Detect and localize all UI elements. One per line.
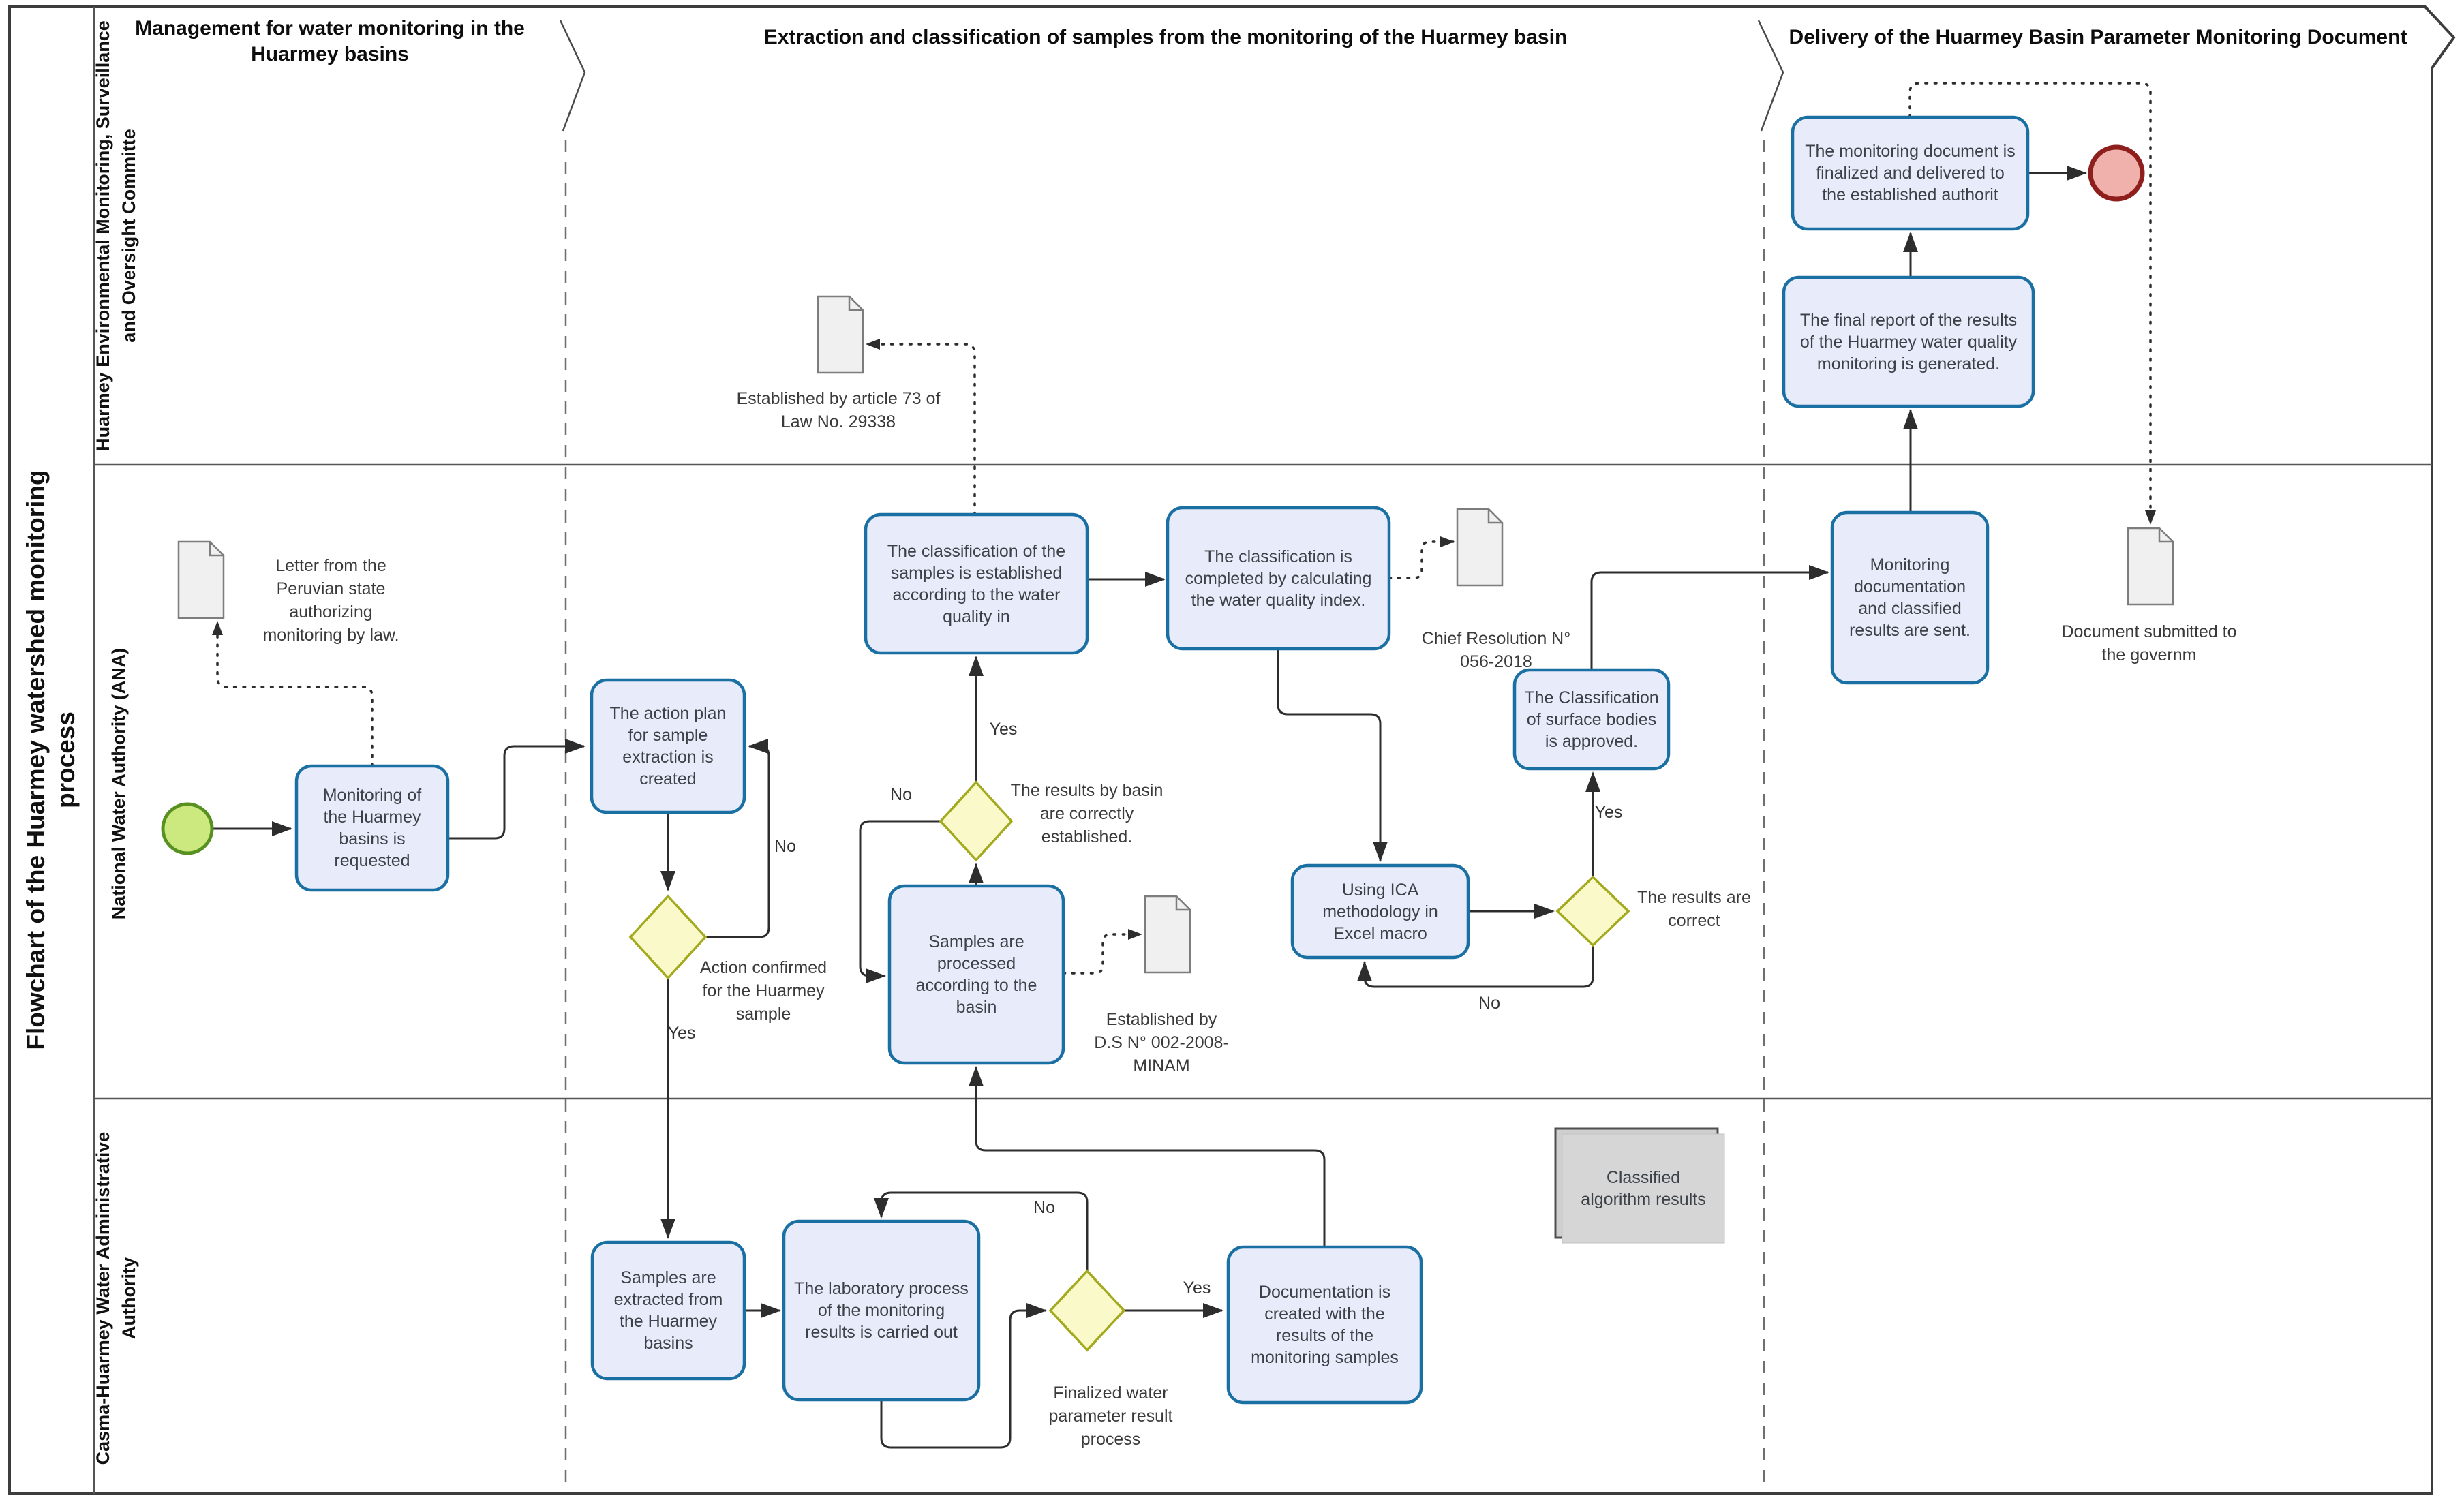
task-using-ica-text: Using ICA methodology in Excel macro [1322,880,1438,943]
phase-header-management: Management for water monitoring in the Huarmey basins [135,17,525,65]
task-monitoring-docs-sent-text: Monitoring documentation and classified results are sent. [1849,555,1971,640]
flow-completed-to-ica [1278,649,1380,861]
gateway1-yes-label: Yes [667,1023,696,1043]
task-classification-established-text: The classification of the samples is established according to the water quality in [887,541,1066,626]
gateway-action-confirmed-label: Action confirmed for the Huarmey sample [699,958,827,1024]
letter-document-label: Letter from the Peruvian state authorizing monitoring by law. [262,555,399,645]
chief-resolution-document-icon [1457,509,1502,585]
task-documentation-created-text: Documentation is created with the results of the monitoring samples [1251,1283,1399,1367]
phase-chevron-1 [560,20,585,131]
flow-documentation-to-processed [976,1067,1324,1247]
ds-minam-document-label: Established by D.S N° 002-2008-MINAM [1094,1010,1229,1075]
ds-minam-document-icon [1145,896,1190,972]
law-document-label: Established by article 73 of Law No. 29338 [736,389,941,431]
gateway3-yes-label: Yes [1594,802,1623,822]
chief-resolution-document-label: Chief Resolution N° 056-2018 [1421,629,1571,671]
task-document-finalized-text: The monitoring document is finalized and delivered to the established authorit [1805,142,2016,204]
gateway4-no-label: No [1033,1197,1055,1217]
gateway2-no-label: No [890,784,912,804]
phase-header-extraction: Extraction and classification of samples from the monitoring of the Huarmey basin [763,26,1568,48]
classified-results-text: Classified algorithm results [1581,1168,1706,1209]
task-samples-processed-text: Samples are processed according to the basin [915,932,1037,1017]
gateway3-no-label: No [1478,993,1500,1013]
task-samples-extracted-text: Samples are extracted from the Huarmey basins [613,1268,723,1353]
pool-title: Flowchart of the Huarmey watershed monitoring process [22,470,80,1050]
task-laboratory-process-text: The laboratory process of the monitoring results is carried out [794,1279,969,1342]
phase-header-delivery: Delivery of the Huarmey Basin Parameter Monitoring Document [1789,26,2407,48]
task-classification-completed-text: The classification is completed by calculating the water quality index. [1185,547,1372,610]
lane-label-ana: National Water Authority (ANA) [108,647,129,920]
assoc-processed-to-ds-doc [1063,934,1141,973]
government-document-label: Document submitted to the governm [2061,622,2237,664]
law-document-icon [818,296,863,373]
gateway4-yes-label: Yes [1183,1278,1211,1298]
task-classification-approved-text: The Classification of surface bodies is approved. [1524,688,1659,751]
end-event-icon [2090,147,2142,199]
flow-approved-to-docs-sent [1592,572,1828,670]
task-monitoring-requested-text: Monitoring of the Huarmey basins is requested [322,786,422,870]
lane-label-casma: Casma-Huarmey Water Administrative Authority [93,1131,139,1465]
gateway-results-correct [1557,877,1628,945]
gateway-results-by-basin-label: The results by basin are correctly established. [1010,781,1163,846]
government-document-icon [2128,528,2173,604]
gateway-finalized-process-label: Finalized water parameter result process [1048,1383,1173,1449]
gateway-finalized-process [1050,1271,1124,1350]
gateway2-yes-label: Yes [989,719,1018,739]
gateway1-no-label: No [774,836,796,856]
flow-requested-to-actionplan [448,746,584,838]
task-action-plan-text: The action plan for sample extraction is created [609,704,727,788]
gateway-results-correct-label: The results are correct [1637,888,1751,930]
letter-document-icon [179,542,224,618]
start-event-icon [163,804,212,853]
lane-label-committee: Huarmey Environmental Monitoring, Surveillance and Oversight Committe [93,20,139,451]
task-final-report-text: The final report of the results of the Huarmey water quality monitoring is generated. [1799,310,2018,373]
gateway-results-by-basin [941,782,1012,860]
assoc-completed-to-chief-doc [1389,542,1453,578]
